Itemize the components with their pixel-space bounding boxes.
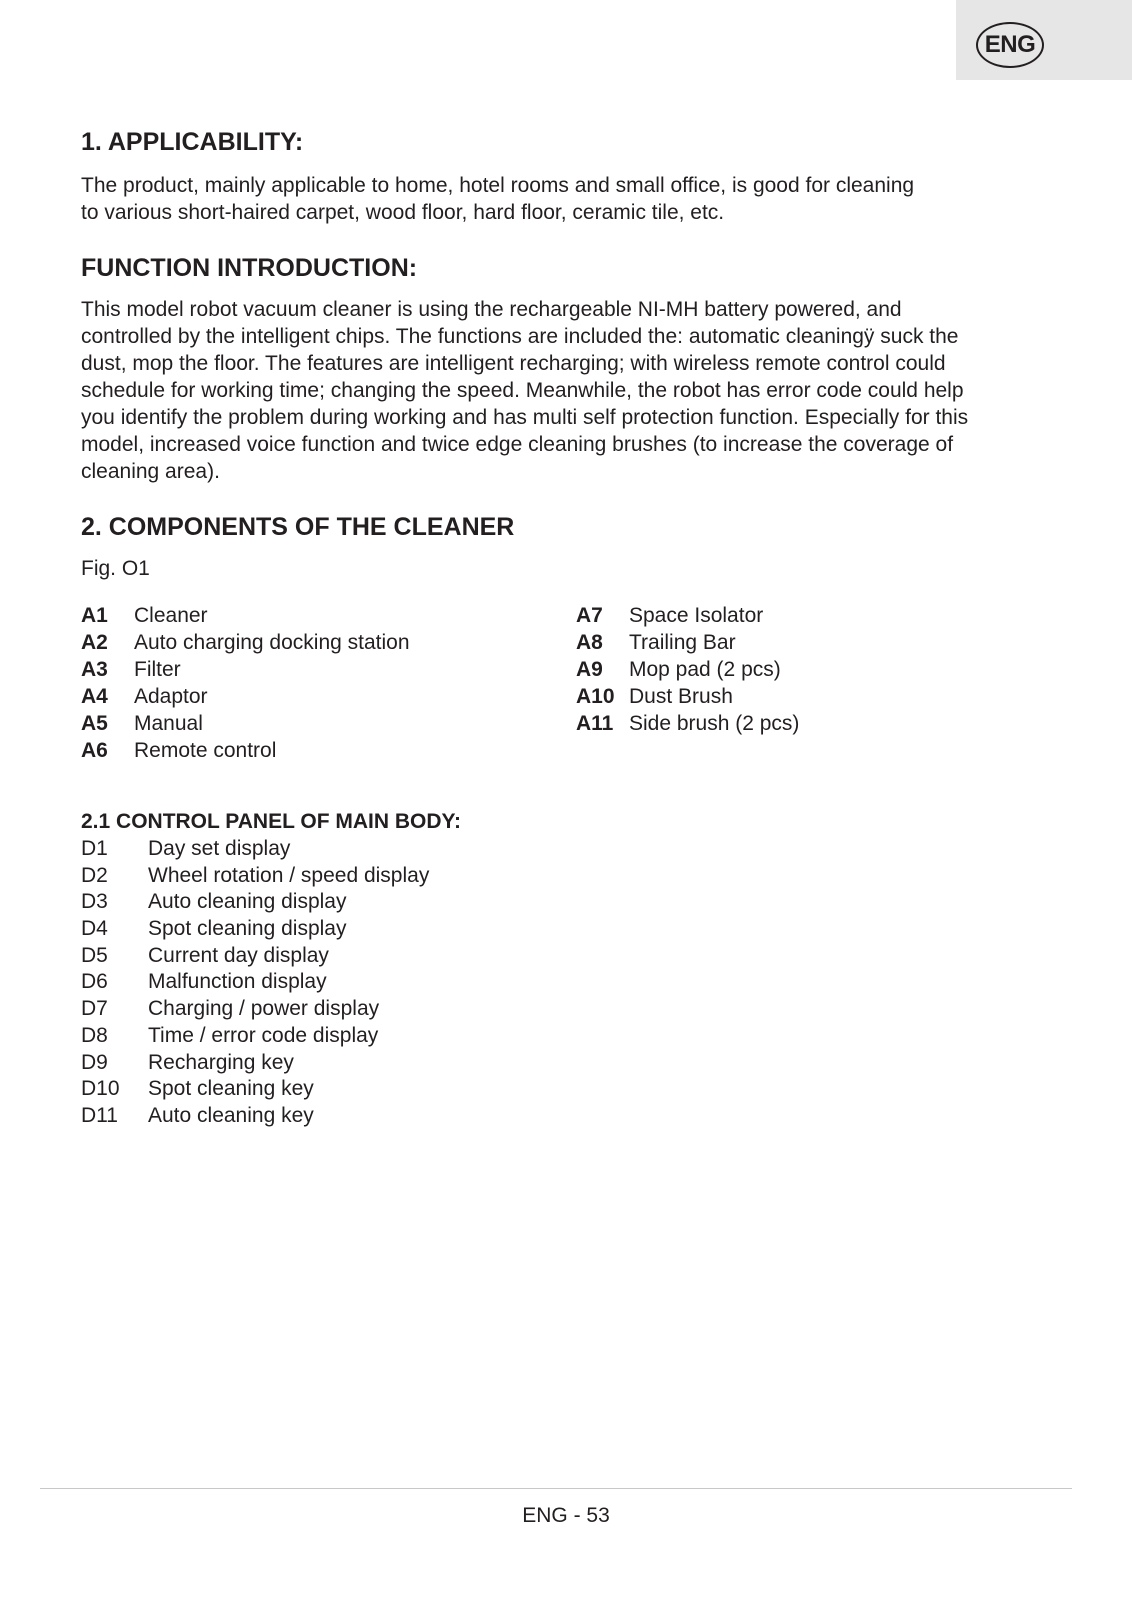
language-tab bbox=[956, 0, 1132, 80]
components-list bbox=[81, 602, 1071, 764]
component-label: Trailing Bar bbox=[629, 631, 736, 654]
applicability-heading: 1. APPLICABILITY: bbox=[81, 128, 304, 156]
component-item bbox=[81, 656, 576, 683]
components-column-right bbox=[576, 602, 1071, 764]
component-label: Manual bbox=[134, 712, 203, 735]
component-label: Cleaner bbox=[134, 604, 208, 627]
components-heading: 2. COMPONENTS OF THE CLEANER bbox=[81, 513, 515, 541]
component-code: A6 bbox=[81, 739, 108, 762]
paragraph-line: controlled by the intelligent chips. The functions are included the: automatic cleaningÿ suck the bbox=[81, 325, 959, 348]
component-code: A5 bbox=[81, 712, 108, 735]
paragraph-line: dust, mop the floor. The features are intelligent recharging; with wireless remote control could bbox=[81, 352, 946, 375]
paragraph-line: The product, mainly applicable to home, hotel rooms and small office, is good for cleaning bbox=[81, 174, 915, 197]
function-introduction-heading: FUNCTION INTRODUCTION: bbox=[81, 254, 418, 282]
control-panel-label: Charging / power display bbox=[148, 997, 380, 1021]
component-code: A7 bbox=[576, 604, 603, 627]
component-code: A10 bbox=[576, 685, 615, 708]
control-panel-label: Spot cleaning display bbox=[148, 917, 347, 941]
components-column-left bbox=[81, 602, 576, 764]
paragraph-line: to various short-haired carpet, wood floor, hard floor, ceramic tile, etc. bbox=[81, 201, 725, 224]
component-item bbox=[81, 710, 576, 737]
control-panel-label: Auto cleaning key bbox=[148, 1103, 314, 1127]
control-panel-item bbox=[81, 862, 1071, 889]
control-panel-item bbox=[81, 1075, 1071, 1102]
control-panel-item bbox=[81, 1022, 1071, 1049]
component-label: Remote control bbox=[134, 739, 277, 762]
component-item bbox=[576, 602, 1071, 629]
control-panel-item bbox=[81, 915, 1071, 942]
control-panel-code: D4 bbox=[81, 917, 108, 941]
applicability-paragraph bbox=[81, 172, 1071, 226]
component-label: Space Isolator bbox=[629, 604, 764, 627]
component-item bbox=[81, 629, 576, 656]
component-code: A8 bbox=[576, 631, 603, 654]
control-panel-label: Auto cleaning display bbox=[148, 890, 347, 914]
control-panel-heading: 2.1 CONTROL PANEL OF MAIN BODY: bbox=[81, 810, 461, 833]
control-panel-code: D8 bbox=[81, 1023, 108, 1047]
page-number: ENG - 53 bbox=[522, 1504, 610, 1527]
language-badge: ENG bbox=[976, 22, 1044, 68]
control-panel-code: D10 bbox=[81, 1077, 120, 1101]
footer-divider bbox=[40, 1488, 1072, 1489]
control-panel-item bbox=[81, 968, 1071, 995]
control-panel-list bbox=[81, 835, 1071, 1129]
control-panel-code: D9 bbox=[81, 1050, 108, 1074]
control-panel-label: Day set display bbox=[148, 837, 291, 860]
control-panel-code: D7 bbox=[81, 997, 108, 1021]
control-panel-code: D11 bbox=[81, 1103, 118, 1127]
paragraph-line: This model robot vacuum cleaner is using the rechargeable NI-MH battery powered, and bbox=[81, 298, 902, 321]
component-label: Filter bbox=[134, 658, 181, 681]
component-label: Mop pad (2 pcs) bbox=[629, 658, 781, 681]
control-panel-item bbox=[81, 835, 1071, 862]
control-panel-item bbox=[81, 942, 1071, 969]
component-code: A9 bbox=[576, 658, 603, 681]
paragraph-line: model, increased voice function and twice edge cleaning brushes (to increase the coverage of bbox=[81, 433, 954, 456]
control-panel-label: Time / error code display bbox=[148, 1023, 379, 1047]
component-label: Auto charging docking station bbox=[134, 631, 410, 654]
component-label: Adaptor bbox=[134, 685, 208, 708]
control-panel-code: D5 bbox=[81, 943, 108, 967]
component-code: A3 bbox=[81, 658, 108, 681]
paragraph-line: cleaning area). bbox=[81, 460, 220, 483]
component-item bbox=[576, 629, 1071, 656]
page-content bbox=[81, 126, 1071, 1129]
control-panel-item bbox=[81, 888, 1071, 915]
component-code: A11 bbox=[576, 712, 614, 735]
control-panel-item bbox=[81, 1102, 1071, 1129]
control-panel-label: Recharging key bbox=[148, 1050, 294, 1074]
control-panel-label: Current day display bbox=[148, 943, 329, 967]
component-label: Dust Brush bbox=[629, 685, 733, 708]
figure-label: Fig. O1 bbox=[81, 557, 150, 580]
control-panel-item bbox=[81, 1049, 1071, 1076]
component-code: A2 bbox=[81, 631, 108, 654]
paragraph-line: schedule for working time; changing the speed. Meanwhile, the robot has error code could help bbox=[81, 379, 964, 402]
control-panel-label: Spot cleaning key bbox=[148, 1077, 314, 1101]
component-item bbox=[576, 683, 1071, 710]
component-code: A4 bbox=[81, 685, 108, 708]
function-introduction-paragraph bbox=[81, 296, 1071, 485]
control-panel-code: D3 bbox=[81, 890, 108, 914]
component-label: Side brush (2 pcs) bbox=[629, 712, 800, 735]
control-panel-code: D1 bbox=[81, 837, 108, 860]
control-panel-label: Malfunction display bbox=[148, 970, 327, 994]
component-item bbox=[576, 710, 1071, 737]
control-panel-item bbox=[81, 995, 1071, 1022]
component-code: A1 bbox=[81, 604, 108, 627]
control-panel-code: D2 bbox=[81, 863, 108, 887]
control-panel-label: Wheel rotation / speed display bbox=[148, 863, 430, 887]
component-item bbox=[576, 656, 1071, 683]
component-item bbox=[81, 737, 576, 764]
control-panel-code: D6 bbox=[81, 970, 108, 994]
component-item bbox=[81, 683, 576, 710]
component-item bbox=[81, 602, 576, 629]
paragraph-line: you identify the problem during working and has multi self protection function. Especially for this bbox=[81, 406, 969, 429]
